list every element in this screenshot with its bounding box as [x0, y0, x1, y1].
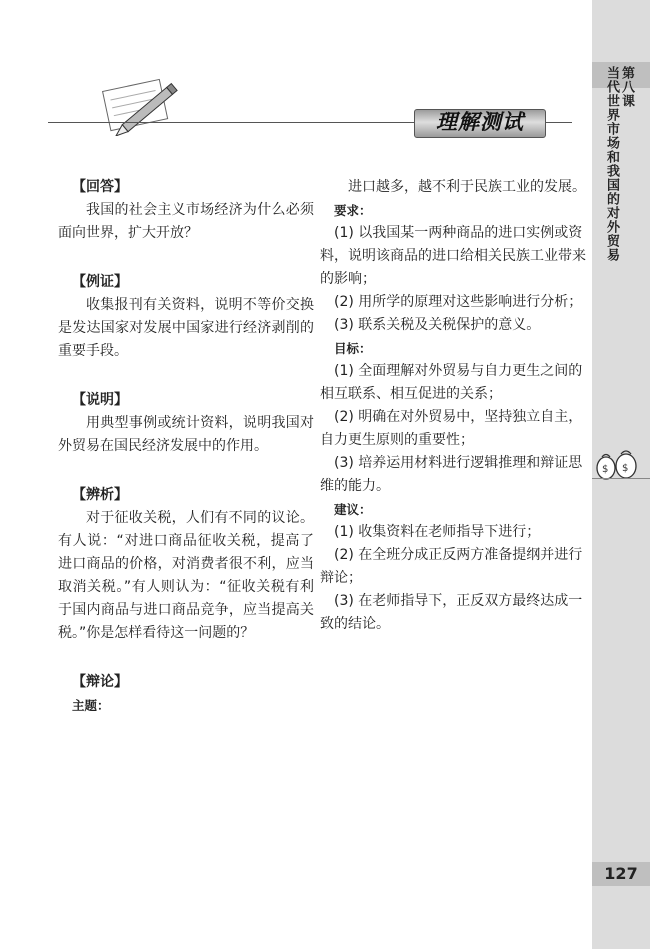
sidebar-lesson-title [606, 66, 634, 262]
right-column [320, 176, 588, 636]
svg-text:$: $ [622, 463, 629, 474]
left-column [58, 176, 314, 717]
page-number: 127 [604, 864, 638, 883]
analyze-text: 对于征收关税，人们有不同的议论。有人说：“对进口商品征收关税，提高了进口商品的价格，对消费者很不利，应当取消关税。”有人则认为：“征收关税有利于国内商品与进口商品竞争，应当提高关税。”你是怎样看待这一问题的？ [58, 510, 314, 641]
debate-heading: 【辩论】 [72, 674, 128, 690]
suggestion-item: (3) 在老师指导下，正反双方最终达成一致的结论。 [320, 593, 583, 632]
explain-text: 用典型事例或统计资料，说明我国对外贸易在国民经济发展中的作用。 [58, 415, 314, 454]
money-bag-icon [594, 440, 648, 488]
suggestions-label: 建议： [334, 502, 372, 517]
requirements-label: 要求： [334, 203, 372, 218]
requirement-item: (2) 用所学的原理对这些影响进行分析； [334, 294, 583, 310]
debate-topic-label: 主题： [72, 698, 110, 713]
lesson-label: 第八课 [619, 66, 634, 108]
evidence-heading: 【例证】 [72, 274, 128, 290]
answer-text: 我国的社会主义市场经济为什么必须面向世界，扩大开放？ [58, 202, 314, 241]
suggestion-item: (2) 在全班分成正反两方准备提纲并进行辩论； [320, 547, 583, 586]
explain-heading: 【说明】 [72, 392, 128, 408]
spacer [58, 645, 314, 671]
goals-label: 目标： [334, 341, 372, 356]
debate-topic-text: 进口越多，越不利于民族工业的发展。 [348, 179, 586, 195]
requirement-item: (3) 联系关税及关税保护的意义。 [334, 317, 541, 333]
goal-item: (1) 全面理解对外贸易与自力更生之间的相互联系、相互促进的关系； [320, 363, 583, 402]
spacer [58, 363, 314, 389]
sidebar-divider [592, 478, 650, 479]
goal-item: (2) 明确在对外贸易中，坚持独立自主，自力更生原则的重要性； [320, 409, 583, 448]
analyze-heading: 【辨析】 [72, 487, 128, 503]
evidence-text: 收集报刊有关资料，说明不等价交换是发达国家对发展中国家进行经济剥削的重要手段。 [58, 297, 314, 359]
goal-item: (3) 培养运用材料进行逻辑推理和辩证思维的能力。 [320, 455, 583, 494]
requirement-item: (1) 以我国某一两种商品的进口实例或资料，说明该商品的进口给相关民族工业带来的影响； [320, 225, 586, 287]
banner-title: 理解测试 [436, 110, 524, 134]
svg-text:$: $ [602, 464, 609, 475]
spacer [58, 245, 314, 271]
pencil-icon [100, 74, 190, 140]
suggestion-item: (1) 收集资料在老师指导下进行； [334, 524, 541, 540]
spacer [58, 458, 314, 484]
lesson-topic: 当代世界市场和我国的对外贸易 [604, 66, 619, 262]
answer-heading: 【回答】 [72, 179, 128, 195]
